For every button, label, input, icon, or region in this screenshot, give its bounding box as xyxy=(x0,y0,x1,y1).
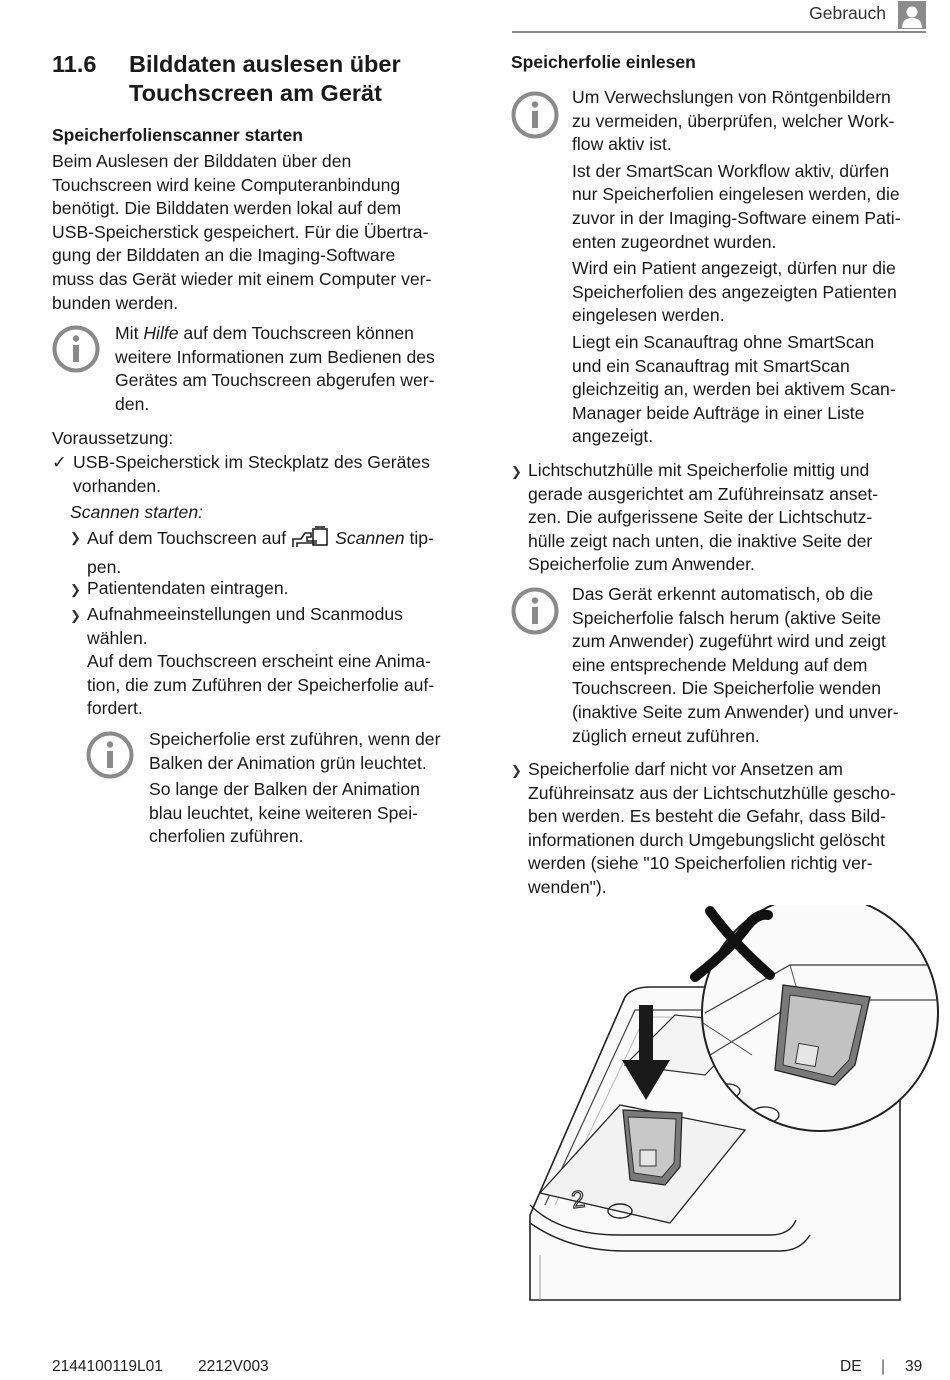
step-marker-icon: ❯ xyxy=(511,464,522,479)
prereq-line: vorhanden. xyxy=(73,475,162,496)
step-result: Auf dem Touchscreen erscheint eine Anima- xyxy=(87,651,431,672)
right-subheading: Speicherfolie einlesen xyxy=(511,52,696,72)
intro-paragraph xyxy=(52,150,472,315)
section-heading xyxy=(52,50,401,108)
info-line: Gerätes am Touchscreen abgerufen wer- xyxy=(115,370,435,391)
intro-line: Beim Auslesen der Bilddaten über den xyxy=(52,151,352,171)
footer-version: 2212V003 xyxy=(198,1358,269,1375)
intro-line: benötigt. Die Bilddaten werden lokal auf dem xyxy=(52,198,402,219)
prerequisite-item xyxy=(52,451,472,498)
info-icon xyxy=(86,731,134,779)
prerequisite-label: Voraussetzung: xyxy=(52,428,174,448)
info-text: auf dem Touchscreen können xyxy=(178,323,414,343)
intro-line: Touchscreen wird keine Computeranbindung xyxy=(52,174,401,195)
intro-line: muss das Gerät wieder mit einem Computer ver- xyxy=(52,268,432,289)
step-settings: ❯ Aufnahmeeinstellungen und Scanmodus wählen. Auf dem Touchscreen erscheint eine Anima- tion, die zum Zuführen der Speicherfolie auf- fordert. xyxy=(70,603,470,721)
info-note-orientation: Das Gerät erkennt automatisch, ob die Speicherfolie falsch herum (aktive Seite zum Anwender) zugeführt wird und zeigt eine entsprechende Meldung auf dem Touchscreen. Die Speicherfolie wenden (inaktive Seite zum Anwender) und unver- züglich erneut zuführen. xyxy=(572,584,899,746)
header-section-title: Gebrauch xyxy=(809,3,886,23)
step-marker-icon: ❯ xyxy=(511,763,522,778)
step-result: tion, die zum Zuführen der Speicherfolie auf- xyxy=(87,674,435,695)
user-icon xyxy=(898,1,926,29)
scan-hand-icon xyxy=(291,525,331,556)
section-number: 11.6 xyxy=(52,51,97,77)
scan-term: Scannen xyxy=(335,528,405,548)
section-title-line1: Bilddaten auslesen über xyxy=(129,51,401,77)
step-marker-icon: ❯ xyxy=(70,530,81,545)
info-text: Mit xyxy=(115,323,144,343)
check-icon: ✓ xyxy=(52,452,67,472)
intro-line: gung der Bilddaten an die Imaging-Software xyxy=(52,245,396,266)
info-note-help xyxy=(115,322,475,416)
info-icon xyxy=(511,587,559,635)
footer-doc-id: 2144100119L01 xyxy=(52,1358,163,1375)
intro-line: bunden werden. xyxy=(52,292,179,313)
page-number: 39 xyxy=(905,1358,923,1375)
header-rule xyxy=(512,31,926,33)
step-marker-icon: ❯ xyxy=(70,608,81,623)
step-scan: ❯ Auf dem Touchscreen auf Scannen tip- pen. xyxy=(70,525,470,579)
step-insert-foil: ❯ Lichtschutzhülle mit Speicherfolie mittig und gerade ausgerichtet am Zuführeinsatz anset- zen. Die aufgerissene Seite der Lichtschutz- hülle zeigt nach unten, die inaktive Seite der Speicherfolie zum Anwender. xyxy=(511,459,931,577)
step-patient-data: ❯ Patientendaten eintragen. xyxy=(70,577,470,602)
scanner-illustration xyxy=(500,905,940,1305)
footer-separator: | xyxy=(881,1358,886,1375)
scan-heading: Scannen starten: xyxy=(70,502,204,522)
info-icon xyxy=(511,91,559,139)
step-marker-icon: ❯ xyxy=(70,582,81,597)
slot-number: 2 xyxy=(569,1185,587,1215)
section-title-line2: Touchscreen am Gerät xyxy=(129,80,382,106)
footer-language: DE xyxy=(840,1358,862,1375)
info-note-workflow: Um Verwechslungen von Röntgenbildern zu vermeiden, überprüfen, welcher Work- flow aktiv ist. Ist der SmartScan Workflow aktiv, dürfen nur Speicherfolien eingelesen werden, die zuvor in der Imaging-Software einem Pati- enten zugeordnet wurden. Wird ein Patient angezeigt, dürfen nur die Speicherfolien des angezeigten Patienten eingelesen werden. Liegt ein Scanauftrag ohne SmartScan und ein Scanauftrag mit SmartScan gleichzeitig an, werden bei aktivem Scan- Manager beide Aufträge in einer Liste angezeigt. xyxy=(572,87,901,447)
help-term: Hilfe xyxy=(143,323,179,343)
step-do-not-remove: ❯ Speicherfolie darf nicht vor Ansetzen am Zuführeinsatz aus der Lichtschutzhülle gescho- ben werden. Es besteht die Gefahr, dass Bild- informationen durch Umgebungslicht gelöscht werden (siehe "10 Speicherfolien richtig ver- wenden"). xyxy=(511,758,931,900)
intro-line: USB-Speicherstick gespeichert. Für die Übertra- xyxy=(52,221,429,242)
info-line: weitere Informationen zum Bedienen des xyxy=(115,346,435,367)
info-line: den. xyxy=(115,393,150,414)
info-note-animation: Speicherfolie erst zuführen, wenn der Balken der Animation grün leuchtet. So lange der Balken der Animation blau leuchtet, keine weiteren Spei- cherfolien zuführen. xyxy=(149,729,441,847)
left-subheading: Speicherfolienscanner starten xyxy=(52,125,303,145)
step-result: fordert. xyxy=(87,698,143,719)
prereq-line: USB-Speicherstick im Steckplatz des Gerätes xyxy=(73,452,430,472)
info-icon xyxy=(52,325,100,373)
